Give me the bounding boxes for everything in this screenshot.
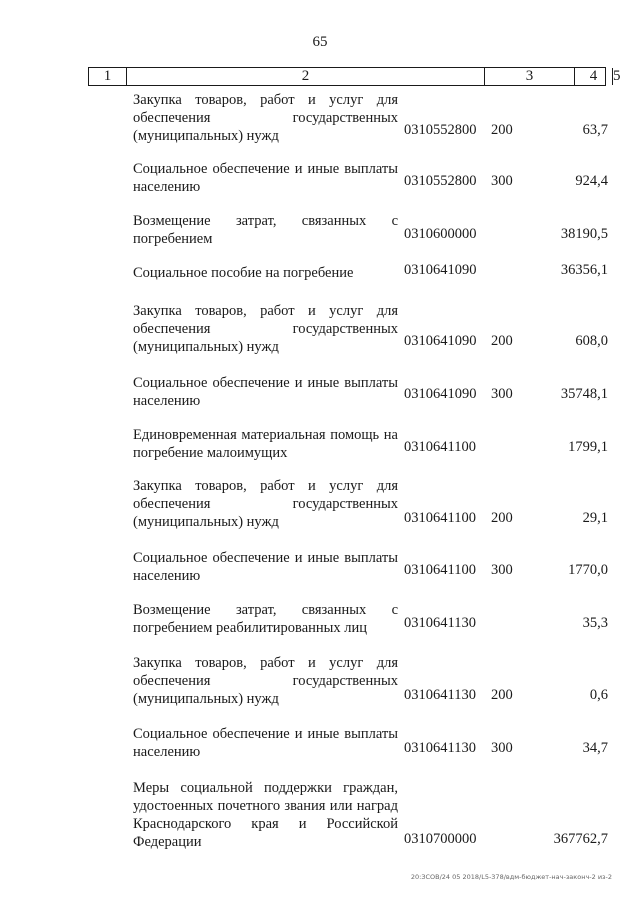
- row-amount: 608,0: [575, 333, 608, 349]
- row-name: Закупка товаров, работ и услуг для обеспечения государственных (муниципальных) нужд: [133, 478, 398, 530]
- header-col-1: 1: [89, 68, 127, 85]
- row-code: 0310700000: [404, 831, 477, 847]
- row-vr: 200: [491, 510, 513, 526]
- row-name: Возмещение затрат, связанных с погребением реабилитированных лиц: [133, 602, 398, 636]
- page-number: 65: [312, 34, 328, 50]
- row-vr: 300: [491, 562, 513, 578]
- row-amount: 38190,5: [560, 226, 608, 242]
- row-code: 0310641100: [404, 510, 476, 526]
- row-code: 0310641090: [404, 262, 477, 278]
- row-code: 0310641090: [404, 333, 477, 349]
- row-vr: 300: [491, 740, 513, 756]
- header-col-5: 5: [613, 68, 621, 84]
- row-name: Социальное обеспечение и иные выплаты населению: [133, 161, 398, 195]
- row-code: 0310641100: [404, 439, 476, 455]
- row-amount: 34,7: [582, 740, 608, 756]
- header-col-4: 4: [575, 68, 613, 85]
- row-name: Закупка товаров, работ и услуг для обеспечения государственных (муниципальных) нужд: [133, 303, 398, 355]
- row-vr: 300: [491, 386, 513, 402]
- row-vr: 200: [491, 333, 513, 349]
- row-vr: 200: [491, 687, 513, 703]
- row-name: Социальное обеспечение и иные выплаты населению: [133, 726, 398, 760]
- row-amount: 35,3: [582, 615, 608, 631]
- row-amount: 36356,1: [560, 262, 608, 278]
- row-code: 0310552800: [404, 122, 477, 138]
- row-name: Закупка товаров, работ и услуг для обеспечения государственных (муниципальных) нужд: [133, 655, 398, 707]
- row-name: Социальное обеспечение и иные выплаты населению: [133, 375, 398, 409]
- row-code: 0310641130: [404, 615, 476, 631]
- row-amount: 29,1: [582, 510, 608, 526]
- row-vr: 300: [491, 173, 513, 189]
- row-name: Возмещение затрат, связанных с погребением: [133, 213, 398, 247]
- header-col-3: 3: [485, 68, 575, 85]
- row-amount: 924,4: [575, 173, 608, 189]
- footer-stamp: 20:ЗСОВ/24 05 2018/L5-378/вдм-бюджет-нач-законч-2 из-2: [410, 873, 612, 881]
- row-code: 0310552800: [404, 173, 477, 189]
- row-amount: 0,6: [589, 687, 608, 703]
- header-col-2: 2: [127, 68, 485, 85]
- row-name: Закупка товаров, работ и услуг для обеспечения государственных (муниципальных) нужд: [133, 92, 398, 144]
- row-code: 0310641100: [404, 562, 476, 578]
- row-name: Социальное пособие на погребение: [133, 265, 354, 281]
- row-code: 0310641130: [404, 687, 476, 703]
- row-amount: 63,7: [582, 122, 608, 138]
- row-vr: 200: [491, 122, 513, 138]
- row-amount: 35748,1: [560, 386, 608, 402]
- row-name: Социальное обеспечение и иные выплаты населению: [133, 550, 398, 584]
- row-name: Меры социальной поддержки граждан, удостоенных почетного звания или наград Краснодарского края и Российской Федерации: [133, 780, 398, 850]
- row-amount: 367762,7: [553, 831, 608, 847]
- row-code: 0310641090: [404, 386, 477, 402]
- row-code: 0310600000: [404, 226, 477, 242]
- table-header-row: [88, 67, 621, 86]
- row-amount: 1799,1: [568, 439, 608, 455]
- row-code: 0310641130: [404, 740, 476, 756]
- row-amount: 1770,0: [568, 562, 608, 578]
- row-name: Единовременная материальная помощь на погребение малоимущих: [133, 427, 398, 461]
